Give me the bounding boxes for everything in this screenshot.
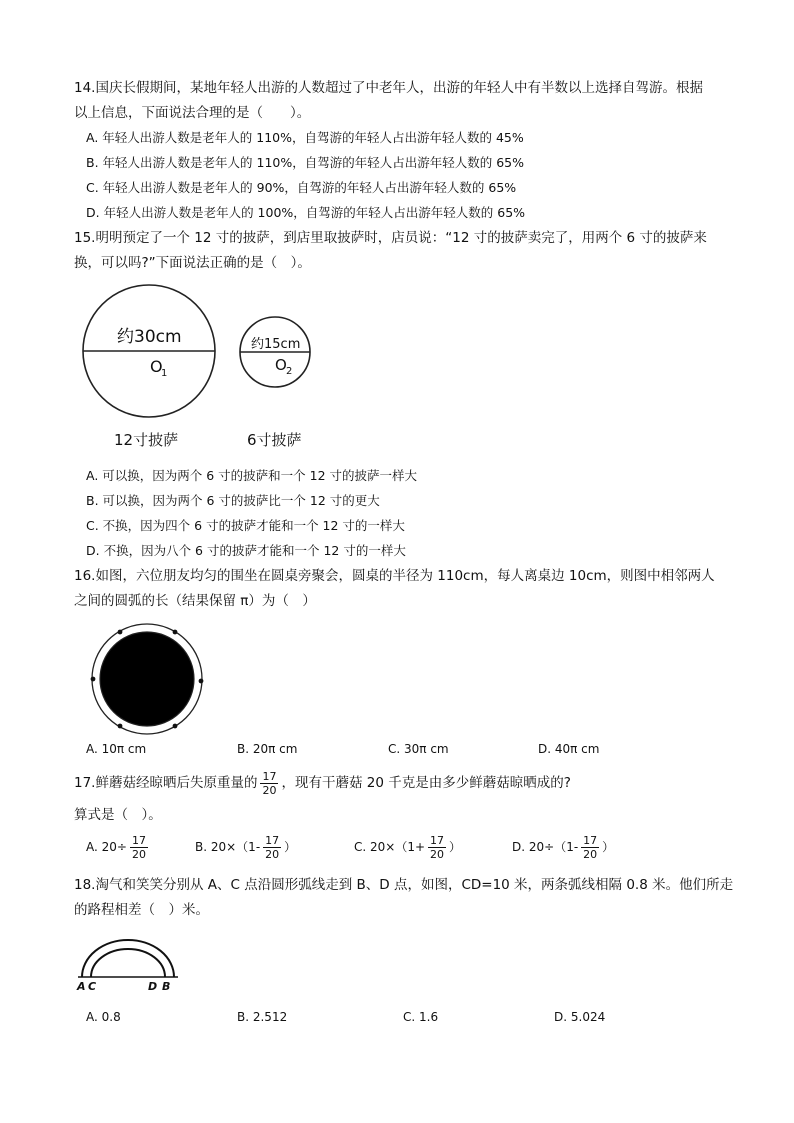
q17-option-b-fraction bbox=[263, 834, 281, 861]
q14-option-a: A. 年轻人出游人数是老年人的 110%，自驾游的年轻人占出游年轻人数的 45% bbox=[86, 130, 524, 145]
pizza-6-diameter-label: 约15cm bbox=[251, 337, 301, 352]
round-table-figure bbox=[86, 622, 216, 736]
q18-option-d: D. 5.024 bbox=[554, 1010, 606, 1024]
q18-option-b: B. 2.512 bbox=[237, 1010, 288, 1024]
point-d-label: D bbox=[148, 980, 158, 993]
q17-fraction bbox=[260, 770, 278, 797]
q18-stem-line2: 的路程相差（ ）米。 bbox=[74, 902, 209, 918]
pizza-6-center-sub: 2 bbox=[286, 366, 293, 377]
q18-option-a: A. 0.8 bbox=[86, 1010, 121, 1024]
q16-stem-line1: 16.如图，六位朋友均匀的围坐在圆桌旁聚会，圆桌的半径为 110cm，每人离桌边 10cm，则图中相邻两人 bbox=[74, 568, 715, 584]
q15-option-b: B. 可以换，因为两个 6 寸的披萨比一个 12 寸的更大 bbox=[86, 493, 380, 508]
q17-option-a-numerator: 17 bbox=[131, 834, 146, 847]
pizza-12-diameter-label: 约30cm bbox=[117, 327, 182, 347]
pizza-6-circle bbox=[240, 317, 310, 387]
q14-option-c: C. 年轻人出游人数是老年人的 90%，自驾游的年轻人占出游年轻人数的 65% bbox=[86, 180, 517, 195]
q18-option-c: C. 1.6 bbox=[403, 1010, 439, 1024]
q17-option-a-denominator: 20 bbox=[131, 848, 146, 861]
q15-option-c: C. 不换，因为四个 6 寸的披萨才能和一个 12 寸的一样大 bbox=[86, 518, 405, 533]
q17-option-d-post: ） bbox=[602, 840, 615, 854]
q14-option-b: B. 年轻人出游人数是老年人的 110%，自驾游的年轻人占出游年轻人数的 65% bbox=[86, 155, 524, 170]
q18-stem-line1: 18.淘气和笑笑分别从 A、C 点沿圆形弧线走到 B、D 点，如图，CD=10 米，两条弧线相隔 0.8 米。他们所走 bbox=[74, 877, 734, 893]
q15-option-d: D. 不换，因为八个 6 寸的披萨才能和一个 12 寸的一样大 bbox=[86, 543, 406, 558]
q17-option-b-numerator: 17 bbox=[265, 834, 280, 847]
q17-option-b bbox=[195, 832, 296, 862]
q14-stem-line2: 以上信息，下面说法合理的是（ ）。 bbox=[74, 105, 311, 121]
q17-option-c-fraction bbox=[428, 834, 446, 861]
point-b-label: B bbox=[162, 980, 171, 993]
q14-stem-line1: 14.国庆长假期间，某地年轻人出游的人数超过了中老年人，出游的年轻人中有半数以上选择自驾游。根据 bbox=[74, 80, 703, 96]
pizza-6-center-label: O bbox=[275, 356, 287, 374]
q17-fraction-denominator: 20 bbox=[262, 783, 277, 797]
q17-option-b-post: ） bbox=[284, 840, 297, 854]
q17-stem-line2: 算式是（ ）。 bbox=[74, 807, 162, 823]
point-c-label: C bbox=[88, 980, 97, 993]
q17-option-a bbox=[86, 832, 151, 862]
outer-arc bbox=[82, 940, 174, 977]
table-disk bbox=[100, 632, 194, 726]
q17-stem-pre: 17.鲜蘑菇经晾晒后失原重量的 bbox=[74, 775, 258, 791]
q17-option-d-fraction bbox=[581, 834, 599, 861]
q14-option-d: D. 年轻人出游人数是老年人的 100%，自驾游的年轻人占出游年轻人数的 65% bbox=[86, 205, 526, 220]
q16-option-c: C. 30π cm bbox=[388, 742, 449, 756]
point-a-label: A bbox=[77, 980, 86, 993]
q16-option-b: B. 20π cm bbox=[237, 742, 298, 756]
pizza-12-center-sub: 1 bbox=[161, 368, 168, 379]
pizza-12-center-label: O bbox=[150, 357, 163, 376]
q17-stem-post: ，现有干蘑菇 20 千克是由多少鲜蘑菇晾晒成的? bbox=[281, 775, 571, 791]
q17-option-a-pre: A. 20÷ bbox=[86, 840, 127, 854]
q17-fraction-numerator: 17 bbox=[262, 769, 277, 783]
q17-option-d-pre: D. 20÷（1- bbox=[512, 840, 579, 854]
q17-option-a-fraction bbox=[130, 834, 148, 861]
q16-option-a: A. 10π cm bbox=[86, 742, 147, 756]
pizza-figure bbox=[74, 282, 344, 452]
pizza-12-circle bbox=[83, 285, 215, 417]
q15-stem-line1: 15.明明预定了一个 12 寸的披萨，到店里取披萨时，店员说：“12 寸的披萨卖完了，用两个 6 寸的披萨来 bbox=[74, 230, 707, 246]
inner-arc bbox=[91, 949, 165, 977]
q17-option-b-pre: B. 20×（1- bbox=[195, 840, 261, 854]
q17-option-c-pre: C. 20×（1+ bbox=[354, 840, 426, 854]
pizza-12-caption: 12寸披萨 bbox=[114, 431, 179, 449]
q17-option-d-numerator: 17 bbox=[583, 834, 598, 847]
q15-stem-line2: 换，可以吗?”下面说法正确的是（ ）。 bbox=[74, 255, 311, 271]
q17-stem-line1 bbox=[74, 768, 571, 798]
q17-option-b-denominator: 20 bbox=[265, 848, 280, 861]
q17-option-d bbox=[512, 832, 614, 862]
arcs-figure bbox=[74, 932, 184, 994]
q15-option-a: A. 可以换，因为两个 6 寸的披萨和一个 12 寸的披萨一样大 bbox=[86, 468, 418, 483]
q17-option-c bbox=[354, 832, 461, 862]
q16-stem-line2: 之间的圆弧的长（结果保留 π）为（ ） bbox=[74, 593, 316, 609]
q17-option-c-numerator: 17 bbox=[430, 834, 445, 847]
q17-option-d-denominator: 20 bbox=[583, 848, 598, 861]
q17-option-c-denominator: 20 bbox=[430, 848, 445, 861]
pizza-6-caption: 6寸披萨 bbox=[247, 431, 302, 449]
q16-option-d: D. 40π cm bbox=[538, 742, 600, 756]
q17-option-c-post: ） bbox=[449, 840, 462, 854]
